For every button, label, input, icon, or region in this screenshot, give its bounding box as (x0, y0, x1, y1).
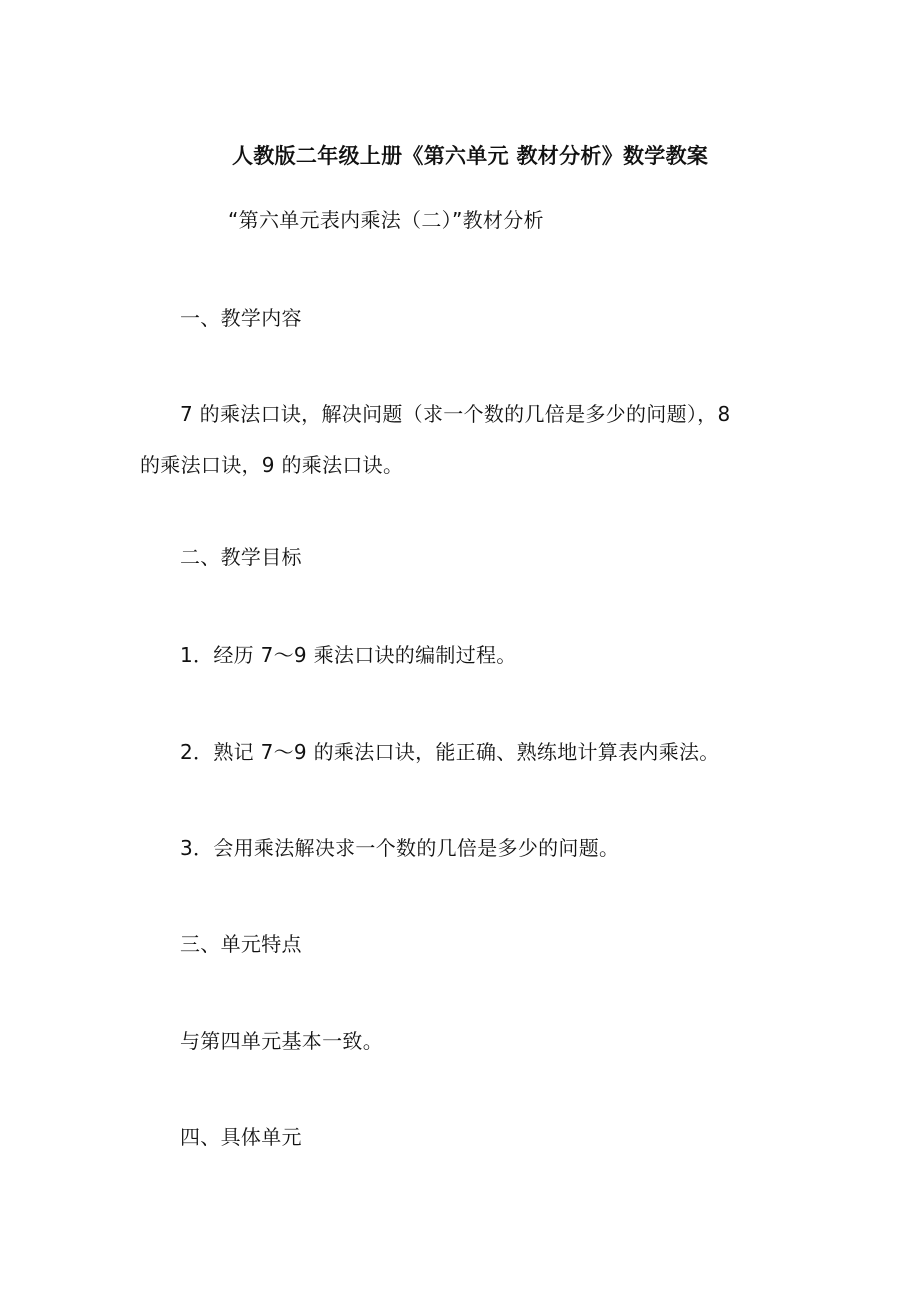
goal-item-1: 1．经历 7～9 乘法口诀的编制过程。 (180, 643, 517, 667)
goal-item-2: 2．熟记 7～9 的乘法口诀，能正确、熟练地计算表内乘法。 (180, 740, 720, 764)
document-title: 人教版二年级上册《第六单元 教材分析》数学教案 (232, 144, 709, 168)
section-heading-specific-units: 四、具体单元 (180, 1125, 302, 1149)
unit-features-content: 与第四单元基本一致。 (180, 1029, 383, 1053)
section-heading-teaching-goals: 二、教学目标 (180, 545, 302, 569)
teaching-content-line-1: 7 的乘法口诀，解决问题（求一个数的几倍是多少的问题），8 (180, 402, 731, 426)
section-heading-unit-features: 三、单元特点 (180, 932, 302, 956)
goal-item-3: 3．会用乘法解决求一个数的几倍是多少的问题。 (180, 836, 620, 860)
section-heading-teaching-content: 一、教学内容 (180, 306, 302, 330)
document-subtitle: “第六单元表内乘法（二）”教材分析 (228, 208, 544, 232)
teaching-content-line-2: 的乘法口诀，9 的乘法口诀。 (140, 453, 404, 477)
